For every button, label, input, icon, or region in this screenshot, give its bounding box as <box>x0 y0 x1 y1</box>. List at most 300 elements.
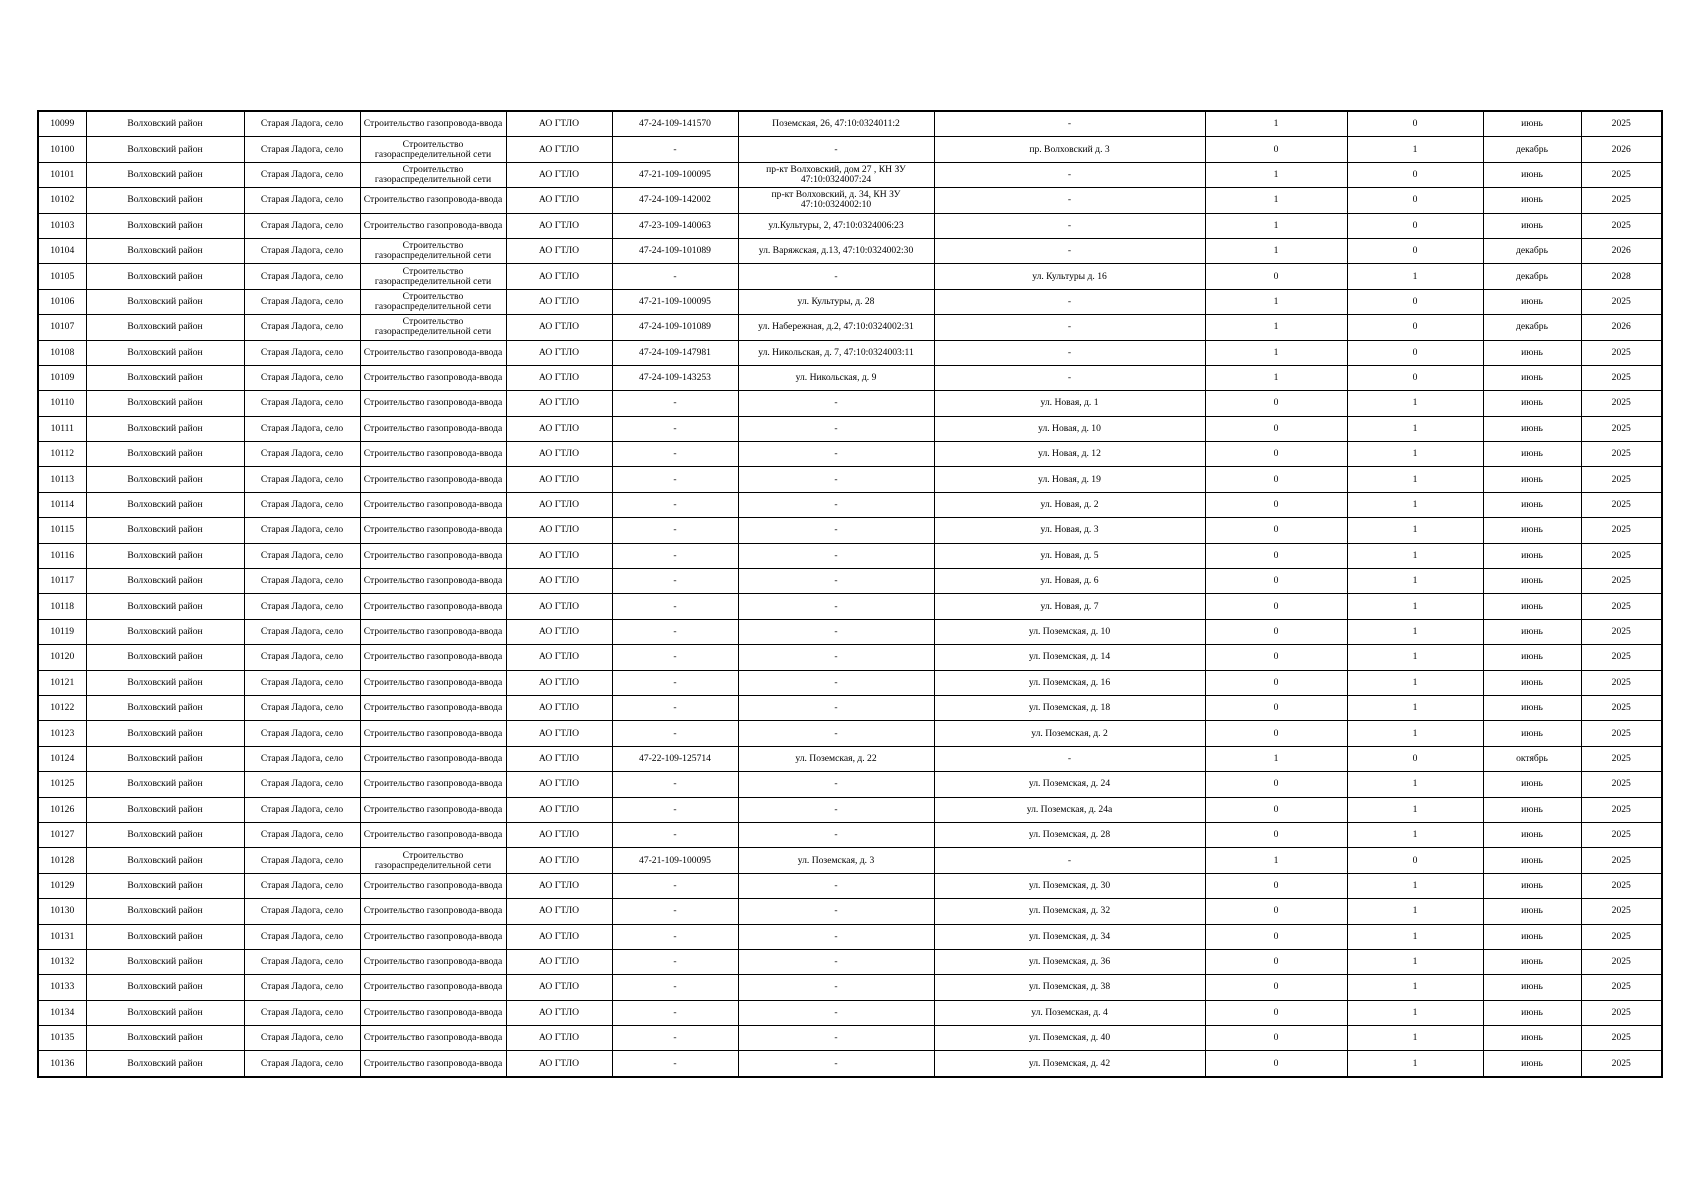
application-number-cell: 47-24-109-142002 <box>612 188 738 213</box>
work-type-cell: Строительство газопровода-ввода <box>360 899 506 924</box>
record-number-cell: 10123 <box>38 721 86 746</box>
table-row <box>38 137 1662 162</box>
application-number-cell: - <box>612 1026 738 1051</box>
organization-cell: АО ГТЛО <box>506 1026 612 1051</box>
settlement-cell: Старая Ладога, село <box>244 594 360 619</box>
table-row <box>38 772 1662 797</box>
application-number-cell: - <box>612 1000 738 1025</box>
record-number-cell: 10118 <box>38 594 86 619</box>
count-a-cell: 0 <box>1205 518 1347 543</box>
year-cell: 2025 <box>1581 772 1662 797</box>
count-b-cell: 1 <box>1347 619 1483 644</box>
cadastral-address-cell: - <box>738 594 934 619</box>
address-cell: ул. Поземская, д. 34 <box>934 924 1205 949</box>
address-cell: - <box>934 213 1205 238</box>
settlement-cell: Старая Ладога, село <box>244 670 360 695</box>
month-cell: декабрь <box>1483 137 1581 162</box>
settlement-cell: Старая Ладога, село <box>244 695 360 720</box>
work-type-cell: Строительство газопровода-ввода <box>360 695 506 720</box>
count-b-cell: 1 <box>1347 1026 1483 1051</box>
organization-cell: АО ГТЛО <box>506 315 612 340</box>
application-number-cell: - <box>612 492 738 517</box>
record-number-cell: 10134 <box>38 1000 86 1025</box>
year-cell: 2025 <box>1581 492 1662 517</box>
record-number-cell: 10129 <box>38 873 86 898</box>
work-type-cell: Строительство газораспределительной сети <box>360 264 506 289</box>
month-cell: июнь <box>1483 975 1581 1000</box>
count-a-cell: 1 <box>1205 315 1347 340</box>
record-number-cell: 10124 <box>38 746 86 771</box>
table-row <box>38 213 1662 238</box>
district-cell: Волховский район <box>86 238 244 263</box>
table-row <box>38 518 1662 543</box>
work-type-cell: Строительство газопровода-ввода <box>360 949 506 974</box>
count-b-cell: 1 <box>1347 1000 1483 1025</box>
record-number-cell: 10122 <box>38 695 86 720</box>
count-a-cell: 0 <box>1205 695 1347 720</box>
district-cell: Волховский район <box>86 188 244 213</box>
district-cell: Волховский район <box>86 543 244 568</box>
count-b-cell: 1 <box>1347 645 1483 670</box>
application-number-cell: - <box>612 695 738 720</box>
month-cell: июнь <box>1483 289 1581 314</box>
record-number-cell: 10135 <box>38 1026 86 1051</box>
address-cell: ул. Поземская, д. 24 <box>934 772 1205 797</box>
work-type-cell: Строительство газопровода-ввода <box>360 365 506 390</box>
district-cell: Волховский район <box>86 111 244 137</box>
table-row <box>38 238 1662 263</box>
month-cell: декабрь <box>1483 315 1581 340</box>
count-a-cell: 0 <box>1205 1051 1347 1077</box>
district-cell: Волховский район <box>86 416 244 441</box>
organization-cell: АО ГТЛО <box>506 518 612 543</box>
cadastral-address-cell: Поземская, 26, 47:10:0324011:2 <box>738 111 934 137</box>
year-cell: 2025 <box>1581 543 1662 568</box>
count-b-cell: 1 <box>1347 772 1483 797</box>
address-cell: ул. Поземская, д. 16 <box>934 670 1205 695</box>
month-cell: июнь <box>1483 467 1581 492</box>
cadastral-address-cell: - <box>738 670 934 695</box>
address-cell: ул. Поземская, д. 42 <box>934 1051 1205 1077</box>
count-b-cell: 1 <box>1347 416 1483 441</box>
year-cell: 2026 <box>1581 137 1662 162</box>
table-row <box>38 492 1662 517</box>
count-a-cell: 1 <box>1205 111 1347 137</box>
district-cell: Волховский район <box>86 772 244 797</box>
address-cell: - <box>934 848 1205 873</box>
year-cell: 2025 <box>1581 594 1662 619</box>
year-cell: 2025 <box>1581 848 1662 873</box>
record-number-cell: 10128 <box>38 848 86 873</box>
cadastral-address-cell: - <box>738 721 934 746</box>
cadastral-address-cell: - <box>738 264 934 289</box>
application-number-cell: - <box>612 391 738 416</box>
month-cell: июнь <box>1483 873 1581 898</box>
table-row <box>38 467 1662 492</box>
count-a-cell: 1 <box>1205 365 1347 390</box>
record-number-cell: 10126 <box>38 797 86 822</box>
settlement-cell: Старая Ладога, село <box>244 848 360 873</box>
work-type-cell: Строительство газопровода-ввода <box>360 822 506 847</box>
district-cell: Волховский район <box>86 619 244 644</box>
work-type-cell: Строительство газопровода-ввода <box>360 1026 506 1051</box>
organization-cell: АО ГТЛО <box>506 1000 612 1025</box>
work-type-cell: Строительство газораспределительной сети <box>360 289 506 314</box>
work-type-cell: Строительство газопровода-ввода <box>360 188 506 213</box>
cadastral-address-cell: - <box>738 1000 934 1025</box>
application-number-cell: 47-24-109-101089 <box>612 238 738 263</box>
count-b-cell: 0 <box>1347 848 1483 873</box>
year-cell: 2025 <box>1581 1051 1662 1077</box>
record-number-cell: 10133 <box>38 975 86 1000</box>
address-cell: ул. Поземская, д. 2 <box>934 721 1205 746</box>
work-type-cell: Строительство газопровода-ввода <box>360 797 506 822</box>
district-cell: Волховский район <box>86 315 244 340</box>
count-b-cell: 0 <box>1347 162 1483 187</box>
count-a-cell: 0 <box>1205 492 1347 517</box>
cadastral-address-cell: - <box>738 442 934 467</box>
organization-cell: АО ГТЛО <box>506 695 612 720</box>
district-cell: Волховский район <box>86 746 244 771</box>
organization-cell: АО ГТЛО <box>506 645 612 670</box>
year-cell: 2025 <box>1581 442 1662 467</box>
record-number-cell: 10110 <box>38 391 86 416</box>
work-type-cell: Строительство газопровода-ввода <box>360 416 506 441</box>
year-cell: 2025 <box>1581 924 1662 949</box>
cadastral-address-cell: - <box>738 137 934 162</box>
cadastral-address-cell: ул. Варяжская, д.13, 47:10:0324002:30 <box>738 238 934 263</box>
cadastral-address-cell: - <box>738 975 934 1000</box>
address-cell: ул. Поземская, д. 18 <box>934 695 1205 720</box>
year-cell: 2025 <box>1581 162 1662 187</box>
cadastral-address-cell: - <box>738 1026 934 1051</box>
record-number-cell: 10125 <box>38 772 86 797</box>
address-cell: ул. Поземская, д. 4 <box>934 1000 1205 1025</box>
application-number-cell: - <box>612 543 738 568</box>
work-type-cell: Строительство газораспределительной сети <box>360 848 506 873</box>
count-b-cell: 1 <box>1347 391 1483 416</box>
address-cell: ул. Новая, д. 12 <box>934 442 1205 467</box>
address-cell: - <box>934 746 1205 771</box>
application-number-cell: 47-22-109-125714 <box>612 746 738 771</box>
settlement-cell: Старая Ладога, село <box>244 137 360 162</box>
year-cell: 2025 <box>1581 975 1662 1000</box>
month-cell: июнь <box>1483 569 1581 594</box>
district-cell: Волховский район <box>86 492 244 517</box>
month-cell: декабрь <box>1483 264 1581 289</box>
organization-cell: АО ГТЛО <box>506 442 612 467</box>
organization-cell: АО ГТЛО <box>506 238 612 263</box>
month-cell: июнь <box>1483 340 1581 365</box>
district-cell: Волховский район <box>86 822 244 847</box>
application-number-cell: - <box>612 670 738 695</box>
work-type-cell: Строительство газопровода-ввода <box>360 442 506 467</box>
district-cell: Волховский район <box>86 949 244 974</box>
cadastral-address-cell: ул. Набережная, д.2, 47:10:0324002:31 <box>738 315 934 340</box>
month-cell: июнь <box>1483 213 1581 238</box>
organization-cell: АО ГТЛО <box>506 924 612 949</box>
organization-cell: АО ГТЛО <box>506 213 612 238</box>
cadastral-address-cell: ул. Поземская, д. 3 <box>738 848 934 873</box>
settlement-cell: Старая Ладога, село <box>244 315 360 340</box>
count-b-cell: 1 <box>1347 137 1483 162</box>
cadastral-address-cell: - <box>738 772 934 797</box>
month-cell: июнь <box>1483 695 1581 720</box>
year-cell: 2025 <box>1581 391 1662 416</box>
district-cell: Волховский район <box>86 213 244 238</box>
count-b-cell: 1 <box>1347 518 1483 543</box>
application-number-cell: - <box>612 873 738 898</box>
work-type-cell: Строительство газопровода-ввода <box>360 746 506 771</box>
year-cell: 2025 <box>1581 569 1662 594</box>
district-cell: Волховский район <box>86 391 244 416</box>
year-cell: 2025 <box>1581 949 1662 974</box>
cadastral-address-cell: пр-кт Волховский, дом 27 , КН ЗУ 47:10:0324007:24 <box>738 162 934 187</box>
district-cell: Волховский район <box>86 975 244 1000</box>
address-cell: - <box>934 111 1205 137</box>
table-row <box>38 899 1662 924</box>
application-number-cell: - <box>612 137 738 162</box>
count-a-cell: 1 <box>1205 238 1347 263</box>
month-cell: июнь <box>1483 949 1581 974</box>
cadastral-address-cell: - <box>738 619 934 644</box>
settlement-cell: Старая Ладога, село <box>244 1026 360 1051</box>
organization-cell: АО ГТЛО <box>506 365 612 390</box>
district-cell: Волховский район <box>86 137 244 162</box>
work-type-cell: Строительство газопровода-ввода <box>360 924 506 949</box>
record-number-cell: 10113 <box>38 467 86 492</box>
work-type-cell: Строительство газопровода-ввода <box>360 975 506 1000</box>
record-number-cell: 10111 <box>38 416 86 441</box>
table-row <box>38 111 1662 137</box>
work-type-cell: Строительство газопровода-ввода <box>360 594 506 619</box>
count-b-cell: 0 <box>1347 188 1483 213</box>
work-type-cell: Строительство газораспределительной сети <box>360 162 506 187</box>
count-b-cell: 1 <box>1347 492 1483 517</box>
work-type-cell: Строительство газораспределительной сети <box>360 238 506 263</box>
count-b-cell: 1 <box>1347 543 1483 568</box>
table-row <box>38 822 1662 847</box>
count-a-cell: 0 <box>1205 137 1347 162</box>
address-cell: ул. Поземская, д. 32 <box>934 899 1205 924</box>
organization-cell: АО ГТЛО <box>506 746 612 771</box>
organization-cell: АО ГТЛО <box>506 949 612 974</box>
cadastral-address-cell: - <box>738 1051 934 1077</box>
work-type-cell: Строительство газопровода-ввода <box>360 213 506 238</box>
count-b-cell: 1 <box>1347 695 1483 720</box>
month-cell: июнь <box>1483 492 1581 517</box>
settlement-cell: Старая Ладога, село <box>244 467 360 492</box>
work-type-cell: Строительство газопровода-ввода <box>360 645 506 670</box>
record-number-cell: 10127 <box>38 822 86 847</box>
work-type-cell: Строительство газопровода-ввода <box>360 111 506 137</box>
application-number-cell: 47-24-109-101089 <box>612 315 738 340</box>
count-a-cell: 0 <box>1205 264 1347 289</box>
organization-cell: АО ГТЛО <box>506 340 612 365</box>
record-number-cell: 10130 <box>38 899 86 924</box>
organization-cell: АО ГТЛО <box>506 797 612 822</box>
settlement-cell: Старая Ладога, село <box>244 340 360 365</box>
table-row <box>38 645 1662 670</box>
record-number-cell: 10121 <box>38 670 86 695</box>
year-cell: 2025 <box>1581 1000 1662 1025</box>
count-b-cell: 0 <box>1347 213 1483 238</box>
month-cell: июнь <box>1483 442 1581 467</box>
application-number-cell: - <box>612 899 738 924</box>
table-body <box>38 111 1662 1077</box>
application-number-cell: 47-24-109-143253 <box>612 365 738 390</box>
cadastral-address-cell: ул. Поземская, д. 22 <box>738 746 934 771</box>
organization-cell: АО ГТЛО <box>506 822 612 847</box>
count-a-cell: 1 <box>1205 213 1347 238</box>
table-row <box>38 670 1662 695</box>
table-row <box>38 1026 1662 1051</box>
district-cell: Волховский район <box>86 289 244 314</box>
organization-cell: АО ГТЛО <box>506 1051 612 1077</box>
record-number-cell: 10114 <box>38 492 86 517</box>
work-type-cell: Строительство газопровода-ввода <box>360 1000 506 1025</box>
record-number-cell: 10103 <box>38 213 86 238</box>
count-a-cell: 0 <box>1205 391 1347 416</box>
address-cell: ул. Новая, д. 2 <box>934 492 1205 517</box>
settlement-cell: Старая Ладога, село <box>244 188 360 213</box>
work-type-cell: Строительство газораспределительной сети <box>360 137 506 162</box>
count-a-cell: 0 <box>1205 569 1347 594</box>
year-cell: 2025 <box>1581 619 1662 644</box>
settlement-cell: Старая Ладога, село <box>244 162 360 187</box>
record-number-cell: 10109 <box>38 365 86 390</box>
settlement-cell: Старая Ладога, село <box>244 111 360 137</box>
record-number-cell: 10104 <box>38 238 86 263</box>
count-b-cell: 0 <box>1347 111 1483 137</box>
table-row <box>38 619 1662 644</box>
settlement-cell: Старая Ладога, село <box>244 391 360 416</box>
address-cell: - <box>934 365 1205 390</box>
organization-cell: АО ГТЛО <box>506 188 612 213</box>
table-row <box>38 289 1662 314</box>
year-cell: 2026 <box>1581 238 1662 263</box>
application-number-cell: - <box>612 416 738 441</box>
record-number-cell: 10108 <box>38 340 86 365</box>
address-cell: ул. Поземская, д. 30 <box>934 873 1205 898</box>
address-cell: ул. Культуры д. 16 <box>934 264 1205 289</box>
district-cell: Волховский район <box>86 797 244 822</box>
count-a-cell: 0 <box>1205 670 1347 695</box>
record-number-cell: 10106 <box>38 289 86 314</box>
count-b-cell: 1 <box>1347 975 1483 1000</box>
address-cell: - <box>934 340 1205 365</box>
year-cell: 2025 <box>1581 213 1662 238</box>
organization-cell: АО ГТЛО <box>506 543 612 568</box>
count-b-cell: 1 <box>1347 899 1483 924</box>
month-cell: июнь <box>1483 391 1581 416</box>
settlement-cell: Старая Ладога, село <box>244 442 360 467</box>
count-a-cell: 1 <box>1205 188 1347 213</box>
month-cell: июнь <box>1483 721 1581 746</box>
count-a-cell: 0 <box>1205 797 1347 822</box>
cadastral-address-cell: - <box>738 467 934 492</box>
table-row <box>38 569 1662 594</box>
count-a-cell: 0 <box>1205 543 1347 568</box>
address-cell: ул. Новая, д. 10 <box>934 416 1205 441</box>
count-a-cell: 0 <box>1205 721 1347 746</box>
year-cell: 2025 <box>1581 467 1662 492</box>
work-type-cell: Строительство газопровода-ввода <box>360 518 506 543</box>
year-cell: 2025 <box>1581 416 1662 441</box>
application-number-cell: 47-21-109-100095 <box>612 162 738 187</box>
table-row <box>38 695 1662 720</box>
count-a-cell: 0 <box>1205 873 1347 898</box>
cadastral-address-cell: - <box>738 949 934 974</box>
count-a-cell: 1 <box>1205 340 1347 365</box>
count-b-cell: 1 <box>1347 264 1483 289</box>
address-cell: ул. Поземская, д. 24а <box>934 797 1205 822</box>
record-number-cell: 10131 <box>38 924 86 949</box>
count-b-cell: 1 <box>1347 594 1483 619</box>
settlement-cell: Старая Ладога, село <box>244 924 360 949</box>
organization-cell: АО ГТЛО <box>506 416 612 441</box>
count-b-cell: 1 <box>1347 442 1483 467</box>
month-cell: декабрь <box>1483 238 1581 263</box>
organization-cell: АО ГТЛО <box>506 670 612 695</box>
table-row <box>38 1000 1662 1025</box>
record-number-cell: 10102 <box>38 188 86 213</box>
settlement-cell: Старая Ладога, село <box>244 416 360 441</box>
application-number-cell: - <box>612 949 738 974</box>
count-a-cell: 0 <box>1205 772 1347 797</box>
cadastral-address-cell: - <box>738 822 934 847</box>
cadastral-address-cell: - <box>738 569 934 594</box>
settlement-cell: Старая Ладога, село <box>244 721 360 746</box>
application-number-cell: - <box>612 594 738 619</box>
cadastral-address-cell: - <box>738 797 934 822</box>
address-cell: - <box>934 315 1205 340</box>
organization-cell: АО ГТЛО <box>506 899 612 924</box>
month-cell: июнь <box>1483 848 1581 873</box>
table-row <box>38 797 1662 822</box>
year-cell: 2025 <box>1581 289 1662 314</box>
month-cell: июнь <box>1483 111 1581 137</box>
month-cell: июнь <box>1483 1000 1581 1025</box>
record-number-cell: 10116 <box>38 543 86 568</box>
application-number-cell: - <box>612 924 738 949</box>
district-cell: Волховский район <box>86 1000 244 1025</box>
month-cell: июнь <box>1483 645 1581 670</box>
cadastral-address-cell: - <box>738 518 934 543</box>
organization-cell: АО ГТЛО <box>506 594 612 619</box>
application-number-cell: - <box>612 467 738 492</box>
month-cell: июнь <box>1483 1051 1581 1077</box>
count-a-cell: 0 <box>1205 1026 1347 1051</box>
month-cell: июнь <box>1483 899 1581 924</box>
count-b-cell: 1 <box>1347 670 1483 695</box>
address-cell: - <box>934 238 1205 263</box>
settlement-cell: Старая Ладога, село <box>244 772 360 797</box>
count-b-cell: 0 <box>1347 746 1483 771</box>
work-type-cell: Строительство газопровода-ввода <box>360 569 506 594</box>
cadastral-address-cell: - <box>738 543 934 568</box>
district-cell: Волховский район <box>86 848 244 873</box>
month-cell: июнь <box>1483 365 1581 390</box>
address-cell: - <box>934 188 1205 213</box>
settlement-cell: Старая Ладога, село <box>244 746 360 771</box>
record-number-cell: 10099 <box>38 111 86 137</box>
count-b-cell: 1 <box>1347 721 1483 746</box>
cadastral-address-cell: ул. Культуры, д. 28 <box>738 289 934 314</box>
table-row <box>38 315 1662 340</box>
month-cell: июнь <box>1483 543 1581 568</box>
table-row <box>38 975 1662 1000</box>
